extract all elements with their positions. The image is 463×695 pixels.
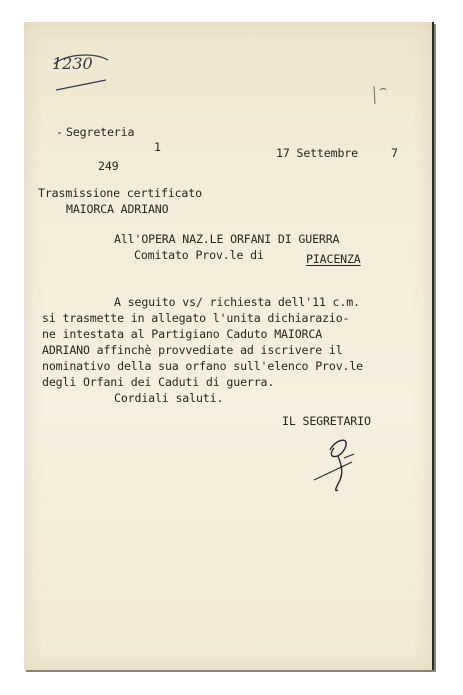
body-line-3: ne intestata al Partigiano Caduto MAIORCA [42,327,323,341]
recipient-line-2: Comitato Prov.le di [134,248,264,262]
letter-sheet [24,22,434,670]
body-line-2: si trasmette in allegato l'unita dichiarazio- [42,311,350,325]
header-dash: - [56,125,63,139]
recipient-line-1: All'OPERA NAZ.LE ORFANI DI GUERRA [114,232,340,246]
subject-line-1: Trasmissione certificato [38,186,202,200]
body-line-6: degli Orfani dei Caduti di guerra. [42,375,275,389]
letter-date: 17 Settembre [276,146,358,160]
protocol-number: 249 [98,159,119,173]
letter-year: 7 [391,146,398,160]
body-line-1: A seguito vs/ richiesta dell'11 c.m. [114,295,360,309]
closing-greeting: Cordiali saluti. [114,391,224,405]
body-line-4: ADRIANO affinchè provvediate ad iscrivere il [42,343,343,357]
subject-line-2: MAIORCA ADRIANO [66,202,169,216]
pencil-tick-mark [370,84,390,108]
protocol-prefix: 1 [154,140,161,154]
recipient-city: PIACENZA [306,252,361,266]
handwritten-signature [308,428,368,498]
handwritten-archive-number: 1230 [52,54,93,73]
body-line-5: nominativo della sua orfano sull'elenco Prov.le [42,359,364,373]
signature-title: IL SEGRETARIO [282,414,371,428]
office-name: Segreteria [66,125,135,139]
handwritten-circle-mark [46,46,116,96]
